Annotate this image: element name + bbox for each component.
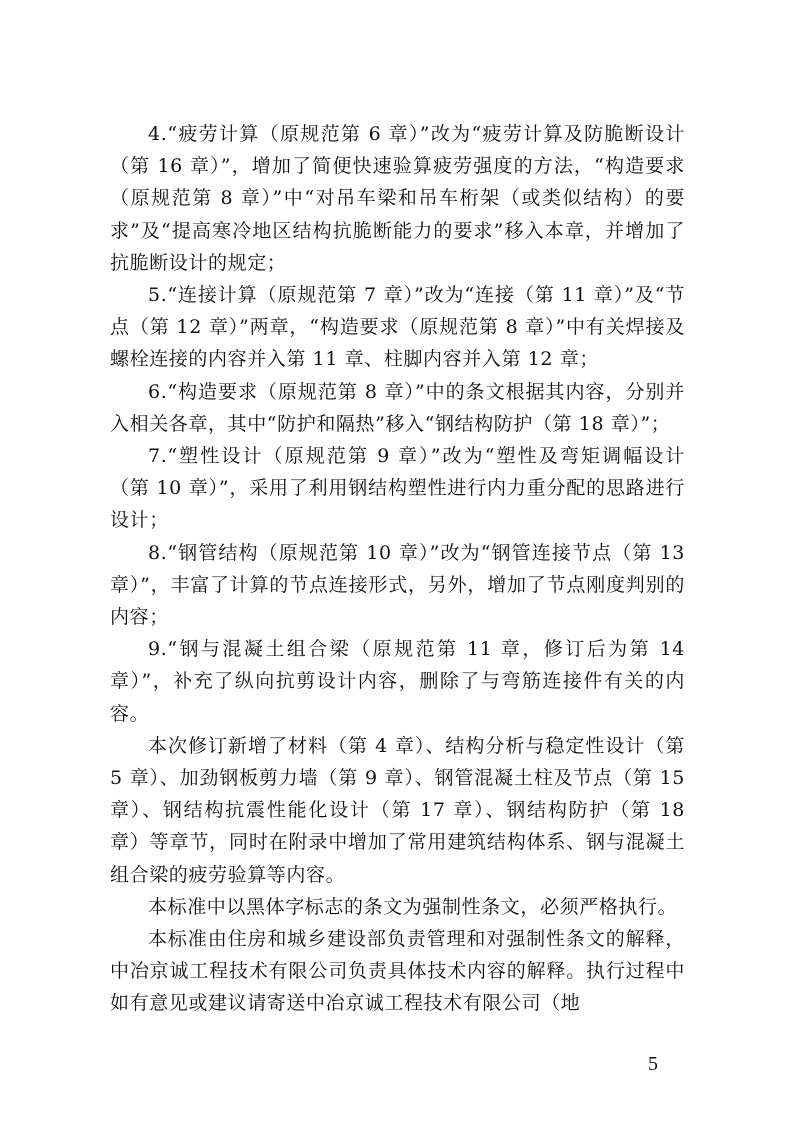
paragraph-mandatory-clauses: 本标准中以黑体字标志的条文为强制性条文，必须严格执行。 [148,895,678,918]
paragraph-item-9: 9.“钢与混凝土组合梁（原规范第 11 章，修订后为第 14 章）”，补充了纵向抗剪设计内容，删除了与弯筋连接件有关的内容。 [110,638,685,725]
paragraph-item-4: 4.“疲劳计算（原规范第 6 章）”改为“疲劳计算及防脆断设计（第 16 章）”，增加了简便快速验算疲劳强度的方法，“构造要求（原规范第 8 章）”中“对吊车梁和吊车桁架（或类似结构）的要求”及“提高寒冷地区结构抗脆断能力的要求”移入本章，并增加了抗脆断设计的规定； [110,123,685,274]
paragraph-new-chapters: 本次修订新增了材料（第 4 章）、结构分析与稳定性设计（第 5 章）、加劲钢板剪力墙（第 9 章）、钢管混凝土柱及节点（第 15 章）、钢结构抗震性能化设计（第 17 章）、钢结构防护（第 18 章）等章节，同时在附录中增加了常用建筑结构体系、钢与混凝土组合梁的疲劳验算等内容。 [110,734,685,886]
paragraph-item-8: 8.“钢管结构（原规范第 10 章）”改为“钢管连接节点（第 13 章）”，丰富了计算的节点连接形式，另外，增加了节点刚度判别的内容； [110,541,685,629]
paragraph-management: 本标准由住房和城乡建设部负责管理和对强制性条文的解释，中冶京诚工程技术有限公司负责具体技术内容的解释。执行过程中如有意见或建议请寄送中冶京诚工程技术有限公司（地 [110,928,685,1015]
page-number: 5 [648,1053,658,1075]
paragraph-item-7: 7.“塑性设计（原规范第 9 章）”改为“塑性及弯矩调幅设计（第 10 章）”，采用了利用钢结构塑性进行内力重分配的思路进行设计； [110,445,685,532]
paragraph-item-6: 6.“构造要求（原规范第 8 章）”中的条文根据其内容，分别并入相关各章，其中“防护和隔热”移入“钢结构防护（第 18 章）”； [110,380,685,435]
body-text [110,118,685,1020]
paragraph-item-5: 5.“连接计算（原规范第 7 章）”改为“连接（第 11 章）”及“节点（第 12 章）”两章，“构造要求（原规范第 8 章）”中有关焊接及螺栓连接的内容并入第 11 章、柱脚内容并入第 12 章； [110,284,685,371]
